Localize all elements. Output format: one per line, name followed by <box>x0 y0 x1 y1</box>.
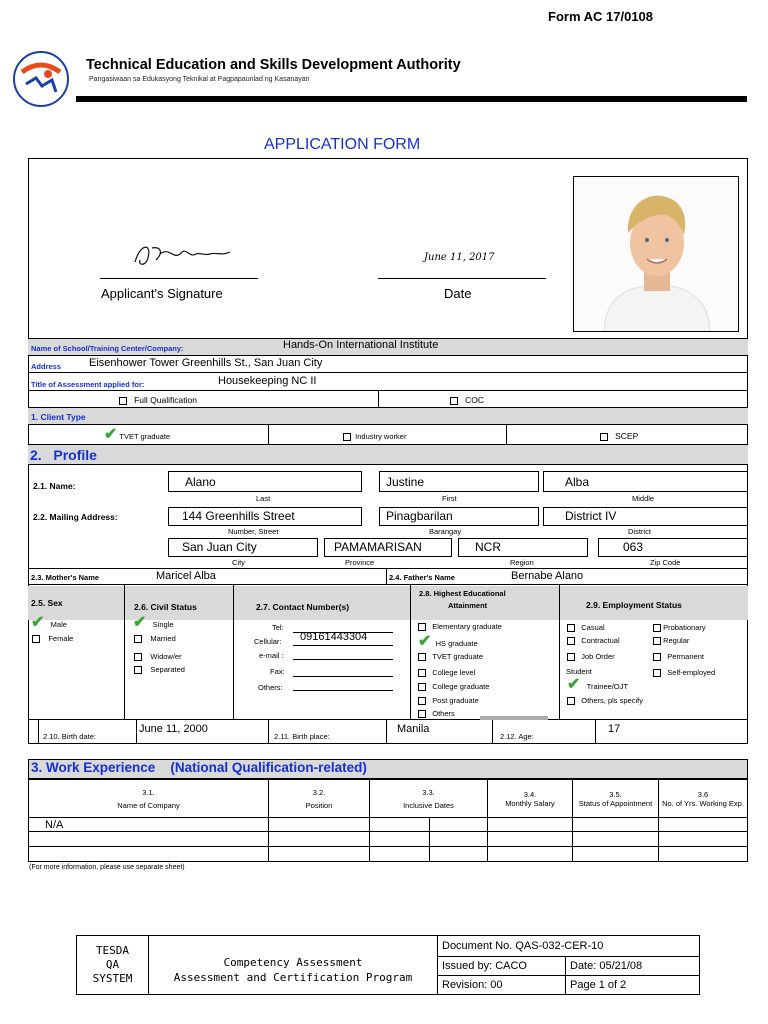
table-row <box>29 832 748 847</box>
emp-permanent-option[interactable] <box>653 652 704 661</box>
civil-married-label: Married <box>150 634 176 643</box>
first-name-value: Justine <box>386 475 425 489</box>
zip-field[interactable] <box>598 538 748 557</box>
educ-college-grad-option[interactable] <box>418 682 489 691</box>
civil-separated-label: Separated <box>150 665 185 674</box>
barangay-value: Pinagbarilan <box>386 509 453 523</box>
others-line[interactable] <box>293 690 393 691</box>
address-label: Address <box>31 362 62 371</box>
educ-post-grad-option[interactable] <box>418 696 479 705</box>
work-experience-subtitle: (National Qualification-related) <box>170 760 367 775</box>
tesda-logo <box>12 50 70 108</box>
educ-post-grad-label: Post graduate <box>432 696 479 705</box>
table-cell[interactable] <box>29 832 269 847</box>
civil-widow-label: Widow/er <box>150 652 182 661</box>
casual-checkbox[interactable] <box>567 624 575 632</box>
form-code: Form AC 17/0108 <box>548 9 654 24</box>
birthdate-label: 2.10. Birth date: <box>43 732 96 741</box>
client-type-scep[interactable] <box>600 431 638 441</box>
footer-table <box>76 935 700 995</box>
signature-line <box>100 278 258 279</box>
street-label: Number, Street <box>228 527 279 536</box>
issued-by: Issued by: CACO <box>438 957 566 976</box>
table-cell[interactable] <box>370 847 430 862</box>
full-qualification-checkbox[interactable] <box>119 397 127 405</box>
emp-self-employed-option[interactable] <box>653 668 715 677</box>
table-cell[interactable] <box>29 847 269 862</box>
barangay-field[interactable] <box>379 507 539 526</box>
client-type-industry[interactable] <box>343 432 406 441</box>
mailing-address-label: 2.2. Mailing Address: <box>33 512 118 522</box>
employment-status-label: 2.9. Employment Status <box>586 600 682 610</box>
first-label: First <box>442 494 457 503</box>
table-cell[interactable] <box>659 818 748 832</box>
emp-casual-option[interactable] <box>567 623 605 632</box>
emp-job-order-option[interactable] <box>567 652 615 661</box>
regular-checkbox[interactable] <box>653 637 661 645</box>
applicant-signature-image <box>130 240 250 270</box>
page-number: Page 1 of 2 <box>566 976 700 995</box>
program-line-1: Competency Assessment <box>223 956 363 969</box>
col-dates-label: Inclusive Dates <box>403 800 454 810</box>
city-field[interactable] <box>168 538 318 557</box>
emp-self-employed-label: Self-employed <box>667 668 716 677</box>
region-value: NCR <box>475 540 501 554</box>
last-name-value: Alano <box>185 475 216 489</box>
table-cell[interactable] <box>430 818 488 832</box>
table-cell[interactable]: N/A <box>29 818 269 832</box>
educ-others-option[interactable] <box>418 709 455 718</box>
table-cell[interactable] <box>488 832 573 847</box>
educ-elementary-label: Elementary graduate <box>432 622 502 631</box>
fax-line[interactable] <box>293 676 393 677</box>
col-company <box>29 780 269 818</box>
zip-label: Zip Code <box>650 558 681 567</box>
profile-header-row <box>28 445 748 465</box>
qa-system-line-2: QA <box>105 958 120 971</box>
birthplace-value[interactable]: Manila <box>397 723 430 735</box>
educ-college-level-option[interactable] <box>418 668 475 677</box>
coc-option[interactable] <box>450 395 484 405</box>
female-checkbox[interactable] <box>32 635 40 643</box>
revision: Revision: 00 <box>438 976 566 995</box>
district-field[interactable] <box>543 507 748 526</box>
checkmark-icon: ✔ <box>567 676 581 693</box>
email-label: e-mail : <box>259 651 284 660</box>
full-qualification-label: Full Qualification <box>134 395 197 405</box>
client-type-tvet-label: TVET graduate <box>119 432 171 441</box>
educ-college-grad-label: College graduate <box>432 682 490 691</box>
emp-probationary-label: Probationary <box>663 623 706 632</box>
civil-married-option[interactable] <box>134 634 176 643</box>
emp-others-option[interactable] <box>567 696 643 705</box>
emp-others-label: Others, pls specify <box>581 696 643 705</box>
table-cell[interactable] <box>659 832 748 847</box>
col-dates <box>370 780 488 818</box>
industry-worker-checkbox[interactable] <box>343 433 351 441</box>
permanent-checkbox[interactable] <box>653 653 661 661</box>
married-checkbox[interactable] <box>134 635 142 643</box>
street-field[interactable] <box>168 507 362 526</box>
birthdate-value[interactable]: June 11, 2000 <box>139 723 208 735</box>
form-title: APPLICATION FORM <box>264 136 421 153</box>
emp-student-label: Student <box>566 667 592 676</box>
civil-single-option[interactable] <box>133 615 174 631</box>
sex-female-label: Female <box>48 634 74 643</box>
coc-label: COC <box>465 395 484 405</box>
checkmark-icon: ✔ <box>133 614 147 631</box>
signature-label: Applicant's Signature <box>101 286 223 301</box>
educ-tvet-label: TVET graduate <box>432 652 483 661</box>
educ-label-1: 2.8. Highest Educational <box>419 589 506 598</box>
emp-contractual-label: Contractual <box>581 636 620 645</box>
scep-checkbox[interactable] <box>600 433 608 441</box>
region-field[interactable] <box>458 538 588 557</box>
qa-system-line-1: TESDA <box>95 944 130 957</box>
work-experience-header <box>31 760 367 775</box>
fax-label: Fax: <box>270 667 285 676</box>
last-name-field[interactable] <box>168 471 362 492</box>
contractual-checkbox[interactable] <box>567 637 575 645</box>
date-line <box>378 278 546 279</box>
emp-job-order-label: Job Order <box>581 652 615 661</box>
sex-male-label: Male <box>50 620 67 629</box>
emp-permanent-label: Permanent <box>667 652 704 661</box>
barangay-label: Barangay <box>429 527 462 536</box>
org-tagline: Pangasiwaan sa Edukasyong Teknikal at Pagpapaunlad ng Kasanayan <box>89 76 310 83</box>
first-name-field[interactable] <box>379 471 539 492</box>
col-dates-num: 3.3. <box>422 787 435 797</box>
assessment-value[interactable]: Housekeeping NC II <box>218 375 317 387</box>
table-cell[interactable] <box>430 832 488 847</box>
col-appointment-label: Status of Appointment <box>578 798 653 808</box>
table-cell[interactable] <box>430 847 488 862</box>
emp-trainee-label: Trainee/OJT <box>586 682 629 691</box>
table-cell[interactable] <box>659 847 748 862</box>
mother-label: 2.3. Mother's Name <box>31 573 100 582</box>
middle-name-field[interactable] <box>543 471 748 492</box>
region-label: Region <box>510 558 534 567</box>
school-label: Name of School/Training Center/Company: <box>31 344 184 353</box>
email-line[interactable] <box>293 659 393 660</box>
work-note: (For more information, please use separate sheet) <box>29 864 185 871</box>
date-label: Date <box>444 286 472 301</box>
civil-single-label: Single <box>152 620 174 629</box>
col-salary <box>488 780 573 818</box>
qa-system-cell <box>77 936 149 995</box>
assessment-label: Title of Assessment applied for: <box>31 380 145 389</box>
cellular-line <box>293 645 393 646</box>
emp-probationary-option[interactable] <box>653 623 706 632</box>
age-value[interactable]: 17 <box>608 723 621 735</box>
separated-checkbox[interactable] <box>134 666 142 674</box>
city-label: City <box>232 558 245 567</box>
col-years-num: 3.6 <box>697 789 709 799</box>
address-value[interactable]: Eisenhower Tower Greenhills St., San Juan City <box>89 357 323 369</box>
educ-others-checkbox[interactable] <box>418 710 426 718</box>
educ-college-level-label: College level <box>432 668 476 677</box>
college-grad-checkbox[interactable] <box>418 683 426 691</box>
table-cell[interactable] <box>573 818 659 832</box>
org-name: Technical Education and Skills Development Authority <box>86 57 461 73</box>
parents-row <box>28 568 748 585</box>
father-value[interactable]: Bernabe Alano <box>511 570 584 582</box>
table-cell[interactable] <box>573 832 659 847</box>
client-type-header: 1. Client Type <box>31 412 86 422</box>
full-qualification-option[interactable] <box>119 395 197 405</box>
widow-checkbox[interactable] <box>134 653 142 661</box>
qa-system-line-3: SYSTEM <box>92 972 133 985</box>
applicant-photo <box>573 176 739 332</box>
coc-checkbox[interactable] <box>450 397 458 405</box>
col-company-label: Name of Company <box>117 800 180 810</box>
col-appointment-num: 3.5. <box>609 789 622 799</box>
civil-separated-option[interactable] <box>134 665 185 674</box>
educ-label-2: Attainment <box>448 601 488 610</box>
last-label: Last <box>256 494 271 503</box>
col-salary-label: Monthly Salary <box>505 798 555 808</box>
cellular-label: Cellular: <box>254 637 282 646</box>
province-field[interactable] <box>324 538 452 557</box>
cellular-value[interactable]: 09161443304 <box>300 631 368 643</box>
profile-header-number: 2. <box>30 447 42 463</box>
col-years <box>659 780 748 818</box>
industry-worker-label: Industry worker <box>355 432 407 441</box>
col-position-num: 3.2. <box>312 787 326 797</box>
table-cell[interactable] <box>573 847 659 862</box>
self-employed-checkbox[interactable] <box>653 669 661 677</box>
tvet-checkbox[interactable] <box>418 653 426 661</box>
emp-student-option[interactable] <box>566 667 592 676</box>
educ-elementary-option[interactable] <box>418 622 502 631</box>
table-cell[interactable] <box>370 832 430 847</box>
probationary-checkbox[interactable] <box>653 624 661 632</box>
elementary-checkbox[interactable] <box>418 623 426 631</box>
school-value[interactable]: Hands-On International Institute <box>283 339 439 351</box>
client-type-header-row <box>28 408 748 425</box>
col-company-num: 3.1. <box>142 787 155 797</box>
program-cell <box>149 936 438 995</box>
father-label: 2.4. Father's Name <box>389 573 455 582</box>
name-label: 2.1. Name: <box>33 481 76 491</box>
educ-others-label: Others <box>432 709 455 718</box>
emp-others-checkbox[interactable] <box>567 697 575 705</box>
middle-label: Middle <box>632 494 655 503</box>
middle-name-value: Alba <box>565 475 590 489</box>
educ-hs-option[interactable] <box>418 634 478 650</box>
sex-female-option[interactable] <box>32 634 73 643</box>
work-experience-table <box>28 779 748 862</box>
city-value: San Juan City <box>182 540 257 554</box>
header-rule <box>76 96 747 102</box>
col-position <box>269 780 370 818</box>
table-cell[interactable] <box>269 847 370 862</box>
table-cell[interactable] <box>370 818 430 832</box>
post-grad-checkbox[interactable] <box>418 697 426 705</box>
emp-trainee-option[interactable] <box>567 677 628 693</box>
checkmark-icon: ✔ <box>31 614 45 631</box>
emp-casual-label: Casual <box>581 623 605 632</box>
checkmark-icon: ✔ <box>104 426 118 443</box>
client-type-tvet[interactable] <box>104 427 170 443</box>
scep-label: SCEP <box>615 431 639 441</box>
issue-date: Date: 05/21/08 <box>566 957 700 976</box>
zip-value: 063 <box>623 540 644 554</box>
emp-regular-label: Regular <box>663 636 690 645</box>
street-value: 144 Greenhills Street <box>182 509 295 523</box>
table-cell[interactable] <box>488 818 573 832</box>
mother-value[interactable]: Maricel Alba <box>156 570 216 582</box>
province-label: Province <box>345 558 375 567</box>
col-appointment <box>573 780 659 818</box>
emp-regular-option[interactable] <box>653 636 689 645</box>
civil-status-label: 2.6. Civil Status <box>134 602 197 612</box>
table-cell[interactable] <box>488 847 573 862</box>
educ-hs-label: HS graduate <box>435 639 478 648</box>
contact-label: 2.7. Contact Number(s) <box>256 602 350 612</box>
table-cell[interactable] <box>269 818 370 832</box>
sex-label: 2.5. Sex <box>31 598 63 608</box>
sex-male-option[interactable] <box>31 615 67 631</box>
age-label: 2.12. Age: <box>500 732 534 741</box>
program-line-2: Assessment and Certification Program <box>173 971 413 984</box>
profile-header <box>30 447 97 463</box>
educ-tvet-option[interactable] <box>418 652 483 661</box>
doc-number: Document No. QAS-032-CER-10 <box>438 936 700 957</box>
district-label: District <box>628 527 651 536</box>
profile-header-title: Profile <box>53 447 97 463</box>
col-years-label: No. of Yrs. Working Exp. <box>662 798 744 808</box>
civil-widow-option[interactable] <box>134 652 182 661</box>
district-value: District IV <box>565 509 617 523</box>
table-row <box>29 818 748 832</box>
job-order-checkbox[interactable] <box>567 653 575 661</box>
table-cell[interactable] <box>269 832 370 847</box>
others-label: Others: <box>258 683 283 692</box>
birthplace-label: 2.11. Birth place: <box>274 732 330 741</box>
table-row <box>29 847 748 862</box>
col-salary-num: 3.4. <box>523 789 537 799</box>
province-value: PAMAMARISAN <box>334 540 422 554</box>
college-level-checkbox[interactable] <box>418 669 426 677</box>
checkmark-icon: ✔ <box>418 633 432 650</box>
emp-contractual-option[interactable] <box>567 636 620 645</box>
date-value: June 11, 2017 <box>424 252 495 263</box>
tel-label: Tel: <box>272 623 284 632</box>
col-position-label: Position <box>305 800 333 810</box>
work-experience-title: 3. Work Experience <box>31 760 156 775</box>
